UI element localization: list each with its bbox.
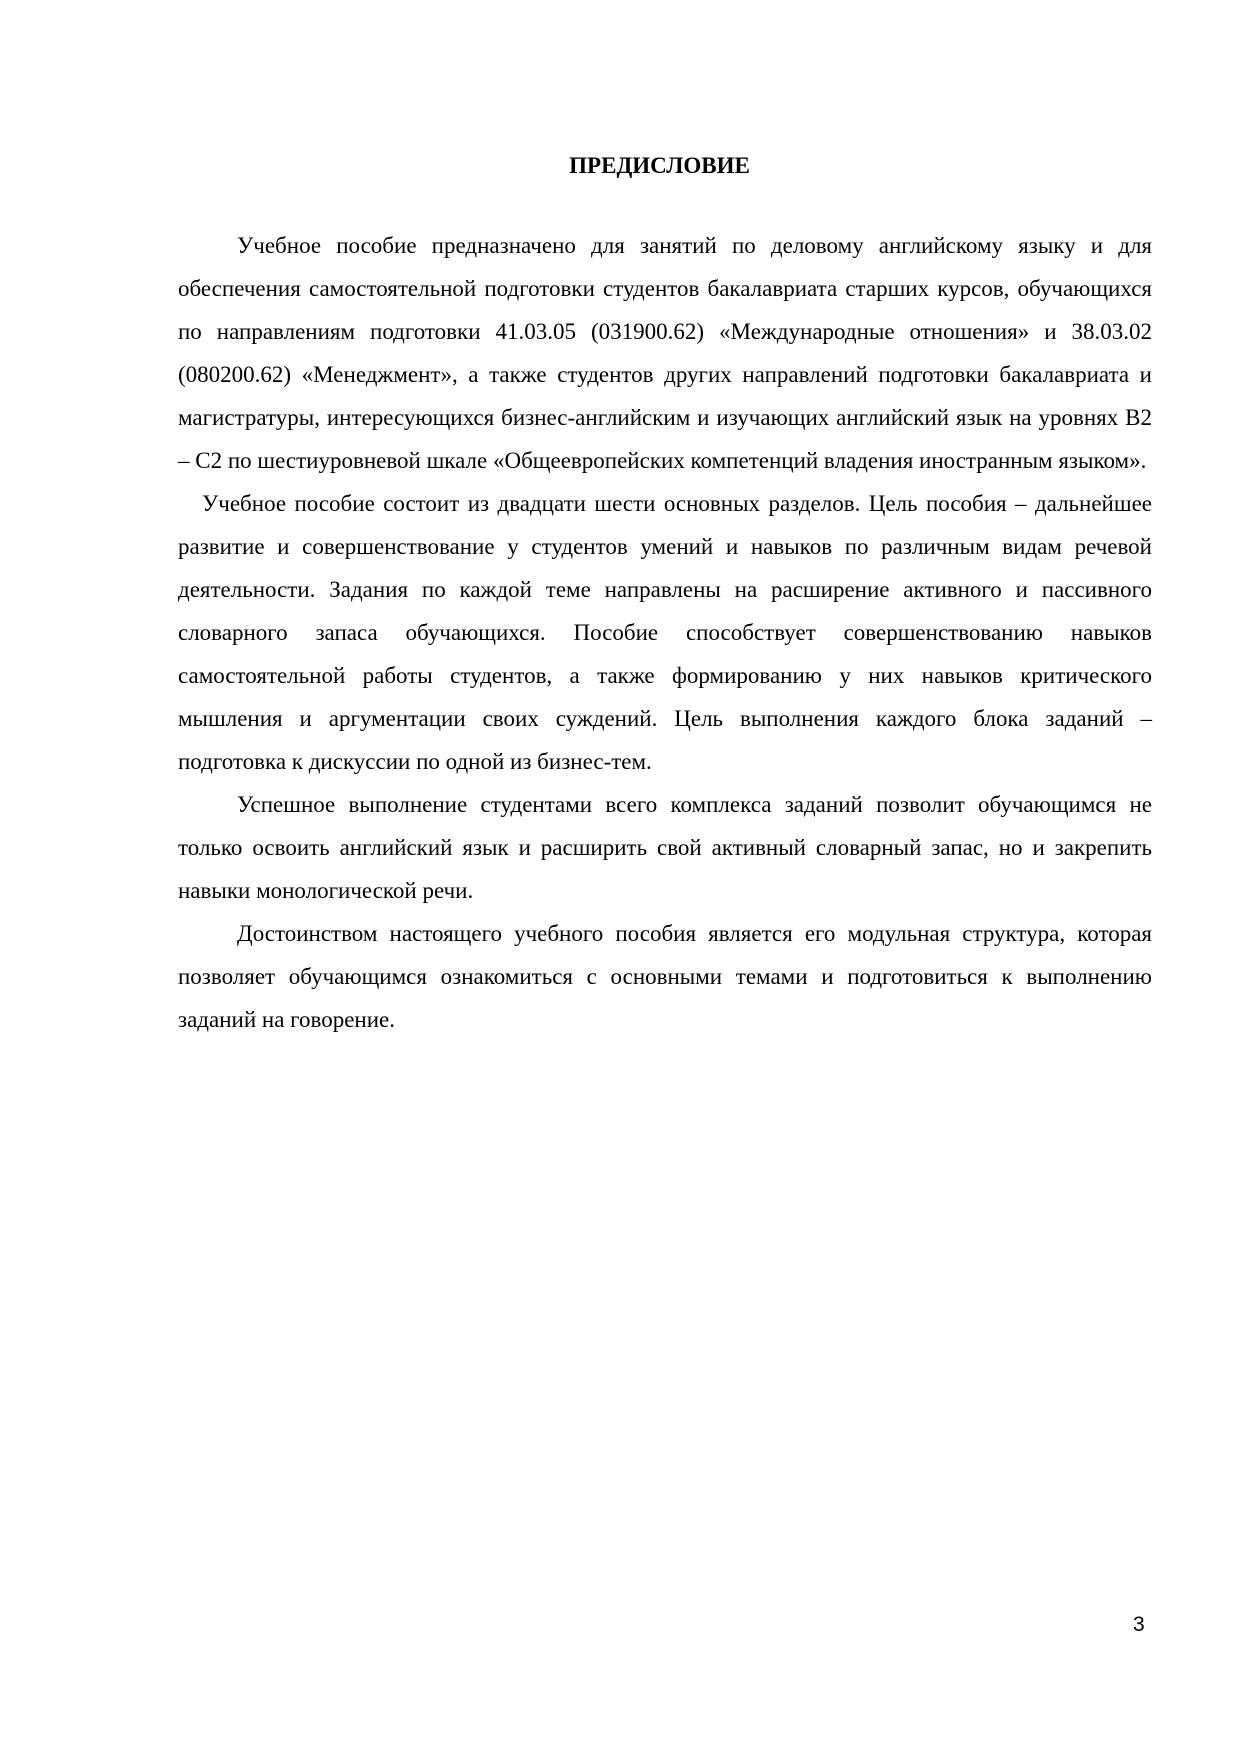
page-title: ПРЕДИСЛОВИЕ <box>569 153 750 178</box>
page-number: 3 <box>1133 1613 1145 1636</box>
paragraph-structure: Учебное пособие состоит из двадцати шести основных разделов. Цель пособия – дальнейшее развитие и совершенствование у студентов умений и навыков по различным видам речевой деятельности. Задания по каждой теме направлены на расширение активного и пассивного словарного запаса обучающихся. Пособие способствует совершенствованию навыков самостоятельной работы студентов, а также формированию у них навыков критического мышления и аргументации своих суждений. Цель выполнения каждого блока заданий – подготовка к дискуссии по одной из бизнес-тем. <box>178 491 1152 774</box>
preface-body <box>178 224 1152 1041</box>
paragraph-purpose: Учебное пособие предназначено для занятий по деловому английскому языку и для обеспечения самостоятельной подготовки студентов бакалавриата старших курсов, обучающихся по направлениям подготовки 41.03.05 (031900.62) «Международные отношения» и 38.03.02 (080200.62) «Менеджмент», а также студентов других направлений подготовки бакалавриата и магистратуры, интересующихся бизнес-английским и изучающих английский язык на уровнях В2 – С2 по шестиуровневой шкале «Общеевропейских компетенций владения иностранным языком». <box>178 233 1152 473</box>
paragraph-outcome: Успешное выполнение студентами всего комплекса заданий позволит обучающимся не только освоить английский язык и расширить свой активный словарный запас, но и закрепить навыки монологической речи. <box>178 792 1152 903</box>
paragraph-advantage: Достоинством настоящего учебного пособия является его модульная структура, которая позволяет обучающимся ознакомиться с основными темами и подготовиться к выполнению заданий на говорение. <box>178 921 1152 1032</box>
